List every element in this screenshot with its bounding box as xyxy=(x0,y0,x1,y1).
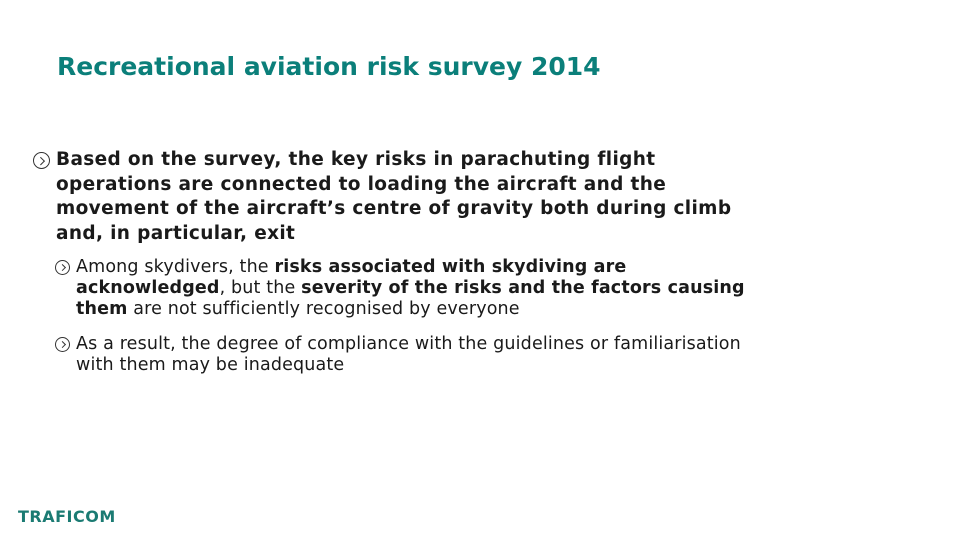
sub-bullet-1-part3: , but the xyxy=(219,278,302,298)
circled-arrow-right-icon xyxy=(55,260,70,275)
main-bullet xyxy=(33,148,773,246)
main-bullet-text: Based on the survey, the key risks in parachuting flight operations are connected to loading the aircraft and the movement of the aircraft’s centre of gravity both during climb and, in particular, exit xyxy=(56,149,732,244)
sub-bullet-1-part5: are not sufficiently recognised by everyone xyxy=(127,299,520,319)
sub-bullet-1-text xyxy=(76,257,755,320)
slide-title: Recreational aviation risk survey 2014 xyxy=(57,52,601,81)
sub-bullet-1 xyxy=(55,257,755,320)
sub-bullet-2-text: As a result, the degree of compliance with the guidelines or familiarisation with them may be inadequate xyxy=(76,334,741,375)
circled-arrow-right-icon xyxy=(33,152,50,169)
sub-bullet-2 xyxy=(55,334,755,376)
circled-arrow-right-icon xyxy=(55,337,70,352)
sub-bullet-1-emphasis-1: risks associated with skydiving are acknowledged xyxy=(76,257,627,298)
sub-bullet-1-emphasis-2: severity of the risks and the factors causing them xyxy=(76,278,745,319)
traficom-logo: TRAFICOM xyxy=(18,507,116,526)
sub-bullet-1-part1: Among skydivers, the xyxy=(76,257,275,277)
